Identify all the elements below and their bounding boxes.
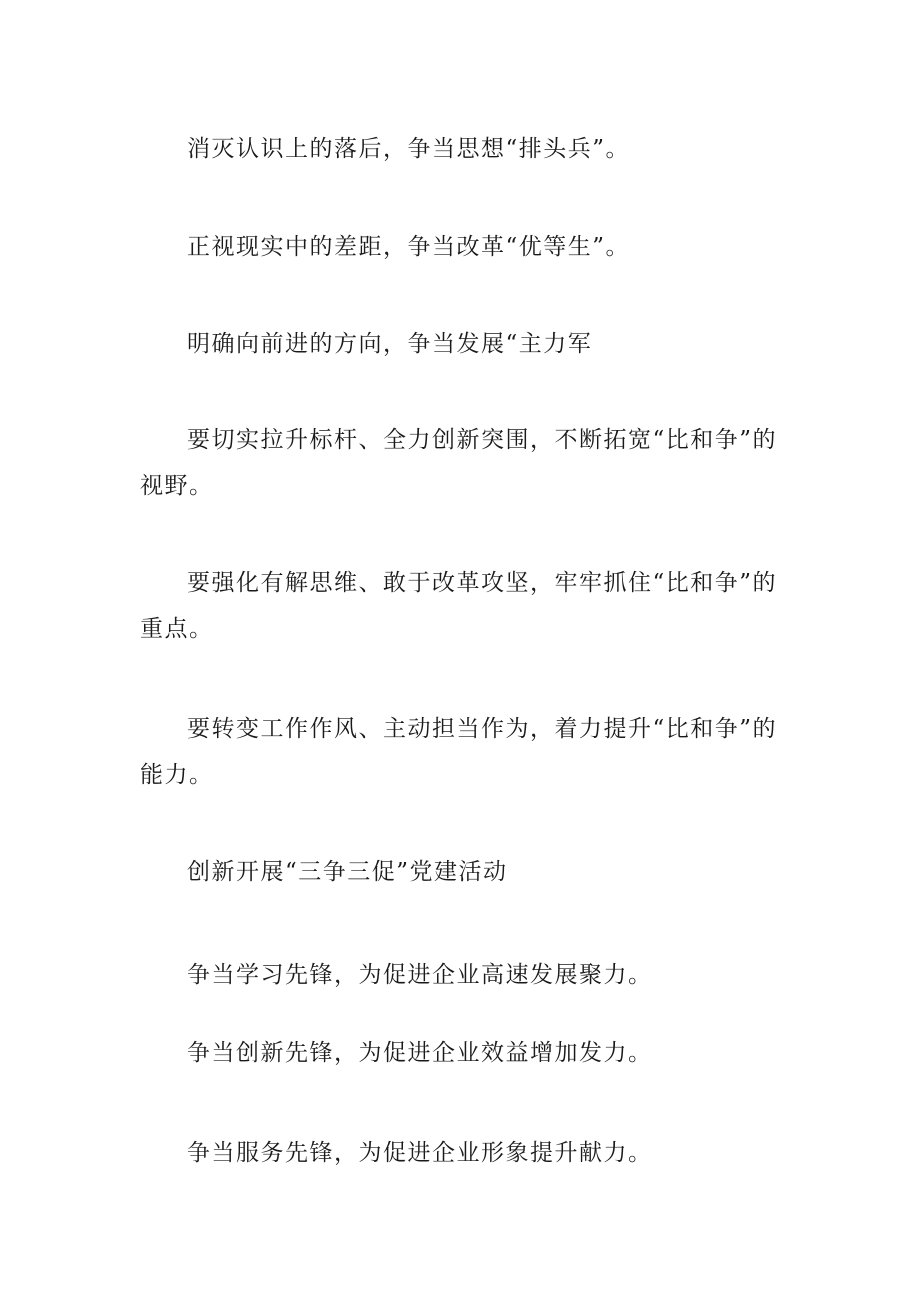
paragraph-4: 要切实拉升标杆、全力创新突围，不断拓宽“比和争”的视野。 — [140, 427, 778, 499]
paragraph-6: 要转变工作作风、主动担当作为，着力提升“比和争”的能力。 — [140, 716, 778, 788]
paragraph-9: 争当创新先锋，为促进企业效益增加发力。 — [187, 1040, 653, 1066]
paragraph-1: 消灭认识上的落后，争当思想“排头兵”。 — [187, 136, 631, 162]
paragraph-3: 明确向前进的方向，争当发展“主力军 — [187, 331, 593, 357]
paragraph-5: 要强化有解思维、敢于改革攻坚，牢牢抓住“比和争”的重点。 — [140, 570, 778, 642]
paragraph-8: 争当学习先锋，为促进企业高速发展聚力。 — [187, 962, 653, 988]
paragraph-2: 正视现实中的差距，争当改革“优等生”。 — [187, 234, 631, 260]
paragraph-10: 争当服务先锋，为促进企业形象提升献力。 — [187, 1140, 653, 1166]
section-heading: 创新开展“三争三促”党建活动 — [187, 859, 508, 885]
